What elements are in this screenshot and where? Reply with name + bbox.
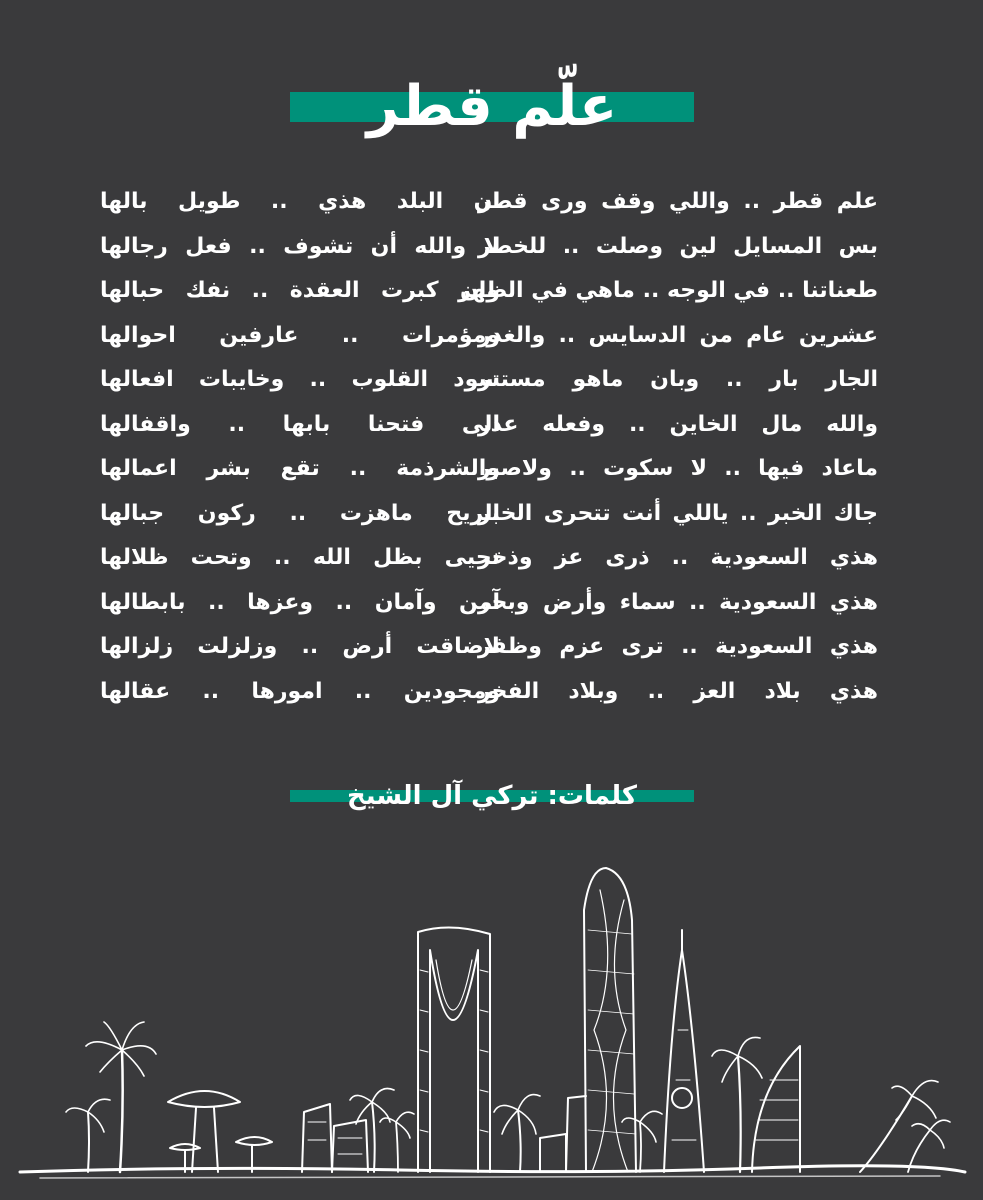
poem-line: آمن وآمان .. وعزها .. بابطالها	[100, 589, 500, 615]
poem-line: هذي السعودية .. ذرى عز وذخر	[478, 545, 878, 570]
twisted-tower-icon	[584, 868, 636, 1172]
page-title: علّم قطر	[366, 74, 618, 139]
poem-line: سود القلوب .. وخايبات افعالها	[100, 367, 500, 392]
poem-line: ماعاد فيها .. لا سكوت .. ولاصبر	[478, 456, 878, 481]
poem-line: وان كبرت العقدة .. نفك حبالها	[100, 278, 500, 303]
poem-line: لاضاقت أرض .. وزلزلت زلزالها	[100, 634, 500, 659]
poem-line: هذي السعودية .. ترى عزم وظفر	[478, 634, 878, 659]
author-credit: كلمات: تركي آل الشيخ	[347, 781, 637, 811]
poem-line: الى فتحنا بابها .. واقفالها	[100, 411, 500, 437]
ground-line	[20, 1166, 965, 1172]
poem-line: ومجودين .. امورها .. عقالها	[100, 678, 500, 704]
poem-line: علم قطر .. واللي وقف ورى قطر	[478, 189, 878, 214]
title-block	[290, 72, 694, 142]
poem-line: الجار بار .. وبان ماهو مستتر	[478, 367, 878, 392]
poem-line: طعناتنا .. في الوجه .. ماهي في الظهر	[458, 278, 878, 303]
poem-line: والشرذمة .. تقع بشر اعمالها	[100, 456, 500, 481]
water-tower-icon	[168, 1091, 272, 1172]
poem-line: ان البلد هذي .. طويل بالها	[100, 189, 500, 214]
kingdom-tower-icon	[418, 927, 490, 1172]
poem-line: والله مال الخاين .. وفعله عذر	[478, 411, 878, 437]
faisaliah-tower-icon	[664, 930, 704, 1172]
poem-line: جاك الخبر .. ياللي أنت تتحرى الخبر	[478, 500, 878, 526]
credit-block	[290, 776, 694, 816]
poem-line: بس المسايل لين وصلت .. للخطر	[478, 233, 878, 259]
poem-line: الريح ماهزت .. ركون جبالها	[100, 500, 500, 526]
riyadh-skyline-illustration	[0, 850, 983, 1200]
palm-tree-icon	[66, 1022, 950, 1172]
low-buildings-icon	[302, 1096, 586, 1172]
poem-right-column	[458, 180, 878, 714]
poem-line: هذي بلاد العز .. وبلاد الفخر	[478, 678, 878, 704]
poem-line: نحيى بظل الله .. وتحت ظلالها	[100, 545, 500, 570]
poem-line: لا والله أن تشوف .. فعل رجالها	[100, 233, 500, 259]
poem-line: ومؤمرات .. عارفين احوالها	[100, 322, 500, 348]
poem-left-column	[100, 180, 500, 714]
poem-line: عشرين عام من الدسايس .. والغدر	[478, 322, 878, 348]
curved-building-icon	[752, 1046, 800, 1172]
poem-line: هذي السعودية .. سماء وأرض وبحر	[478, 589, 878, 615]
